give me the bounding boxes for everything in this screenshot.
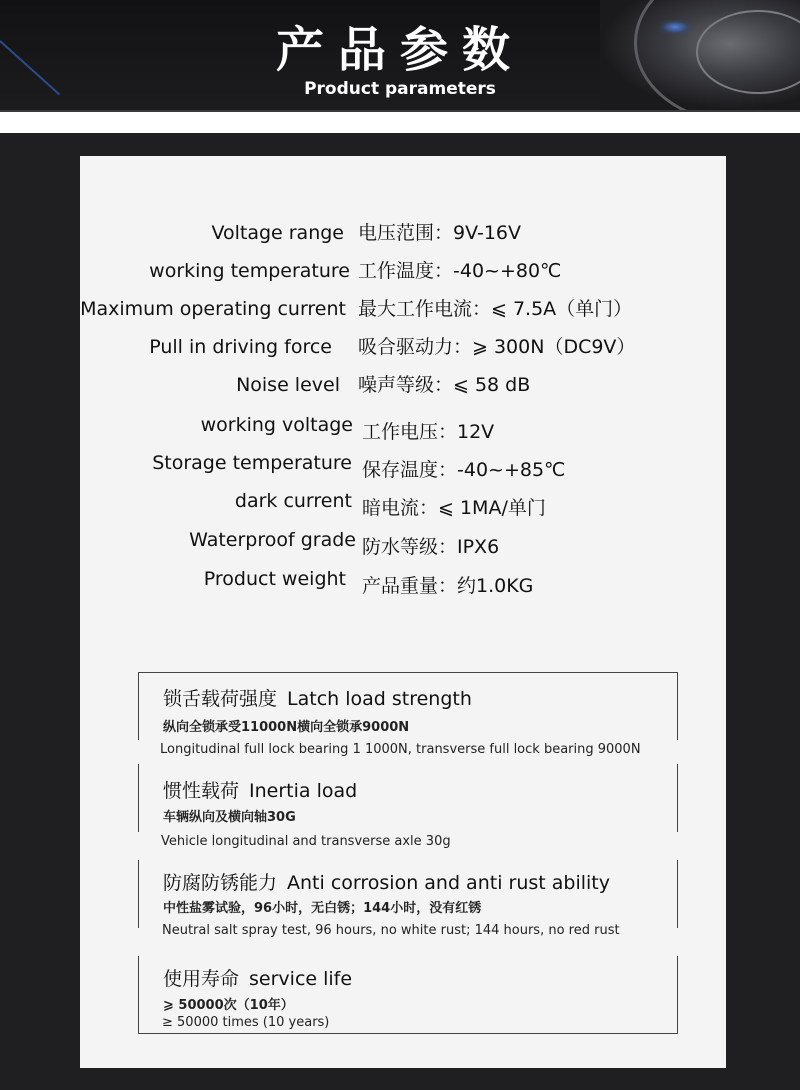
feature-desc-cn: ⩾ 50000次（10年） bbox=[163, 998, 294, 1013]
param-row bbox=[80, 410, 726, 443]
feature-title bbox=[163, 779, 357, 803]
feature-desc-en: Longitudinal full lock bearing 1 1000N, transverse full lock bearing 9000N bbox=[160, 742, 641, 757]
feature-title bbox=[163, 687, 472, 711]
param-label-en: Storage temperature bbox=[152, 452, 352, 474]
param-label-en: dark current bbox=[234, 490, 352, 512]
param-label-en: working temperature bbox=[149, 260, 350, 282]
divider-line bbox=[0, 110, 800, 112]
page-title-en: Product parameters bbox=[304, 79, 496, 99]
feature-title-en: Anti corrosion and anti rust ability bbox=[287, 872, 610, 894]
feature-title-cn: 使用寿命 bbox=[163, 968, 240, 990]
feature-title-cn: 锁舌载荷强度 bbox=[163, 688, 278, 710]
feature-title-en: Inertia load bbox=[249, 780, 358, 802]
box-gap bbox=[674, 832, 680, 860]
feature-title-cn: 惯性载荷 bbox=[163, 780, 240, 802]
box-gap bbox=[136, 928, 142, 956]
page-title-cn: 产品参数 bbox=[275, 22, 524, 78]
param-label-en: Pull in driving force bbox=[149, 336, 332, 358]
param-row bbox=[80, 256, 726, 286]
param-value-cn: 吸合驱动力：⩾ 300N（DC9V） bbox=[358, 336, 636, 358]
param-value-cn: 暗电流：⩽ 1MA/单门 bbox=[362, 497, 546, 519]
feature-desc-cn: 纵向全锁承受11000N横向全锁承9000N bbox=[163, 720, 410, 735]
feature-title-en: Latch load strength bbox=[287, 688, 472, 710]
param-value-cn: 最大工作电流：⩽ 7.5A（单门） bbox=[358, 298, 633, 320]
box-gap bbox=[136, 832, 142, 860]
param-row bbox=[80, 564, 726, 597]
param-value-cn: 工作电压：12V bbox=[362, 421, 495, 443]
param-label-en: Product weight bbox=[203, 568, 346, 590]
feature-desc-en: Neutral salt spray test, 96 hours, no white rust; 144 hours, no red rust bbox=[162, 923, 620, 938]
feature-title bbox=[163, 871, 610, 895]
box-gap bbox=[136, 740, 142, 764]
param-label-en: working voltage bbox=[200, 414, 353, 436]
param-label-en: Waterproof grade bbox=[189, 529, 356, 551]
param-value-cn: 电压范围：9V-16V bbox=[358, 222, 522, 244]
param-label-en: Voltage range bbox=[211, 222, 344, 244]
param-value-cn: 防水等级：IPX6 bbox=[362, 536, 500, 558]
parameters-panel bbox=[80, 156, 726, 1068]
box-gap bbox=[674, 928, 680, 956]
param-row bbox=[80, 370, 726, 400]
param-value-cn: 工作温度：-40~+80℃ bbox=[358, 260, 562, 282]
header-divider bbox=[0, 110, 800, 133]
header-banner bbox=[0, 0, 800, 110]
feature-desc-en: Vehicle longitudinal and transverse axle 30g bbox=[161, 834, 451, 849]
feature-desc-cn: 车辆纵向及横向轴30G bbox=[163, 810, 296, 825]
param-row bbox=[80, 332, 726, 362]
feature-title-en: service life bbox=[249, 968, 353, 990]
param-label-en: Noise level bbox=[236, 374, 340, 396]
param-row bbox=[80, 294, 726, 324]
feature-desc-en: ≥ 50000 times (10 years) bbox=[162, 1015, 330, 1030]
param-row bbox=[80, 486, 726, 519]
box-gap bbox=[674, 740, 680, 764]
feature-title-cn: 防腐防锈能力 bbox=[163, 872, 278, 894]
param-row bbox=[80, 525, 726, 558]
param-value-cn: 产品重量：约1.0KG bbox=[362, 575, 534, 597]
param-row bbox=[80, 448, 726, 481]
param-row bbox=[80, 218, 726, 248]
param-value-cn: 保存温度：-40~+85℃ bbox=[362, 459, 566, 481]
feature-title bbox=[163, 967, 352, 991]
param-value-cn: 噪声等级：⩽ 58 dB bbox=[358, 374, 531, 396]
feature-desc-cn: 中性盐雾试验，96小时，无白锈；144小时，没有红锈 bbox=[163, 901, 482, 916]
param-label-en: Maximum operating current bbox=[80, 298, 346, 320]
